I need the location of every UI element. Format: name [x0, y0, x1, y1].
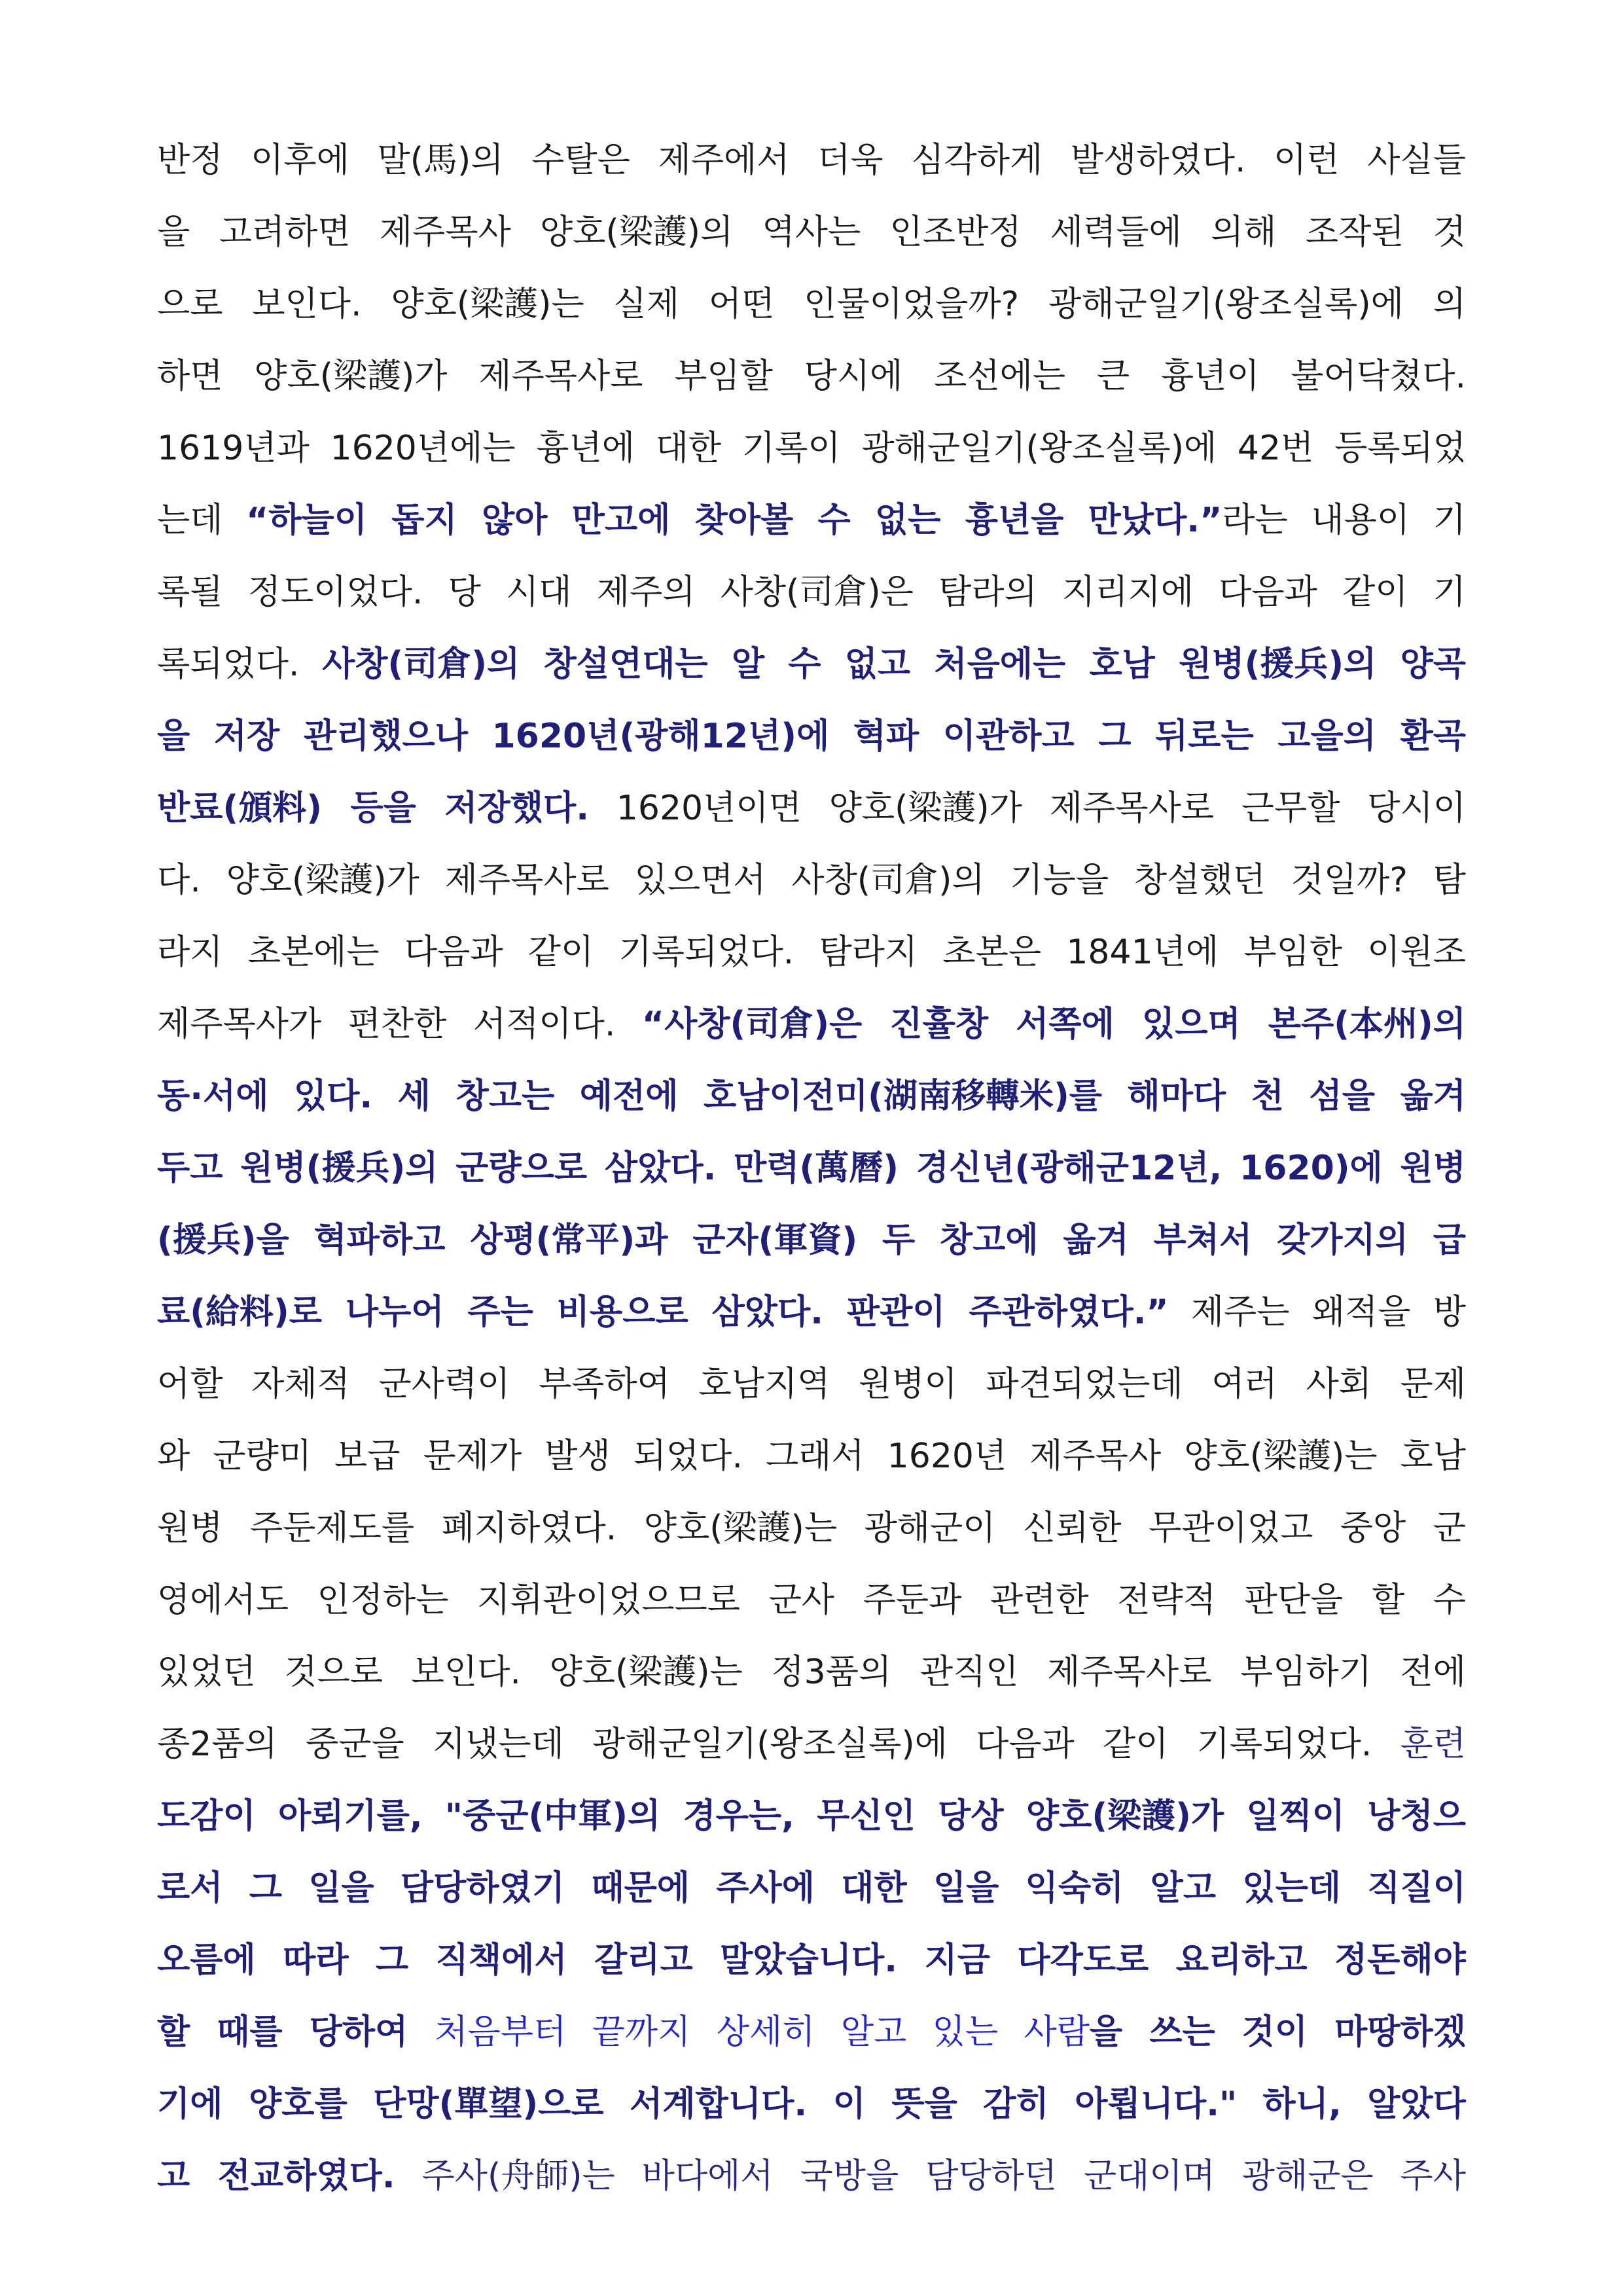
text-segment: 기에 양호를 단망(單望)으로 서계합니다. 이 뜻을 감히 아룁니다." 하니, 알았다 [157, 2085, 1466, 2124]
text-segment: 반료(頒料) 등을 저장했다. [157, 789, 589, 828]
text-line [157, 916, 1466, 988]
text-segment: 다. 양호(梁護)가 제주목사로 있으면서 사창(司倉)의 기능을 창설했던 것일까? 탐 [157, 861, 1466, 900]
text-segment: 료(給料)로 나누어 주는 비용으로 삼았다. 판관이 주관하였다.” [157, 1293, 1169, 1332]
text-line [157, 700, 1466, 772]
text-line [157, 1060, 1466, 1132]
text-line [157, 1852, 1466, 1924]
text-segment: 있었던 것으로 보인다. 양호(梁護)는 정3품의 관직인 제주목사로 부임하기 전에 [157, 1653, 1466, 1692]
text-line [157, 1420, 1466, 1492]
text-segment: 로서 그 일을 담당하였기 때문에 주사에 대한 일을 익숙히 알고 있는데 직질이 [157, 1869, 1466, 1908]
text-segment: “하늘이 돕지 않아 만고에 찾아볼 수 없는 흉년을 만났다.” [246, 501, 1222, 540]
text-line [157, 340, 1466, 412]
text-segment: 도감이 아뢰기를, "중군(中軍)의 경우는, 무신인 당상 양호(梁護)가 일찍이 낭청으 [157, 1797, 1466, 1836]
text-line [157, 1204, 1466, 1276]
text-segment: 어할 자체적 군사력이 부족하여 호남지역 원병이 파견되었는데 여러 사회 문제 [157, 1365, 1466, 1404]
text-segment: 훈련 [1400, 1725, 1466, 1764]
text-line [157, 1780, 1466, 1852]
text-segment: 주사(舟師)는 바다에서 국방을 담당하던 군대이며 광해군은 주사 [395, 2157, 1467, 2196]
text-line [157, 556, 1466, 628]
text-segment: 종2품의 중군을 지냈는데 광해군일기(왕조실록)에 다음과 같이 기록되었다. [157, 1725, 1400, 1764]
text-segment: 1620년이면 양호(梁護)가 제주목사로 근무할 당시이 [588, 789, 1466, 828]
text-line [157, 124, 1466, 196]
text-line [157, 412, 1466, 484]
text-line [157, 1636, 1466, 1708]
text-line [157, 772, 1466, 844]
text-segment: 동·서에 있다. 세 창고는 예전에 호남이전미(湖南移轉米)를 해마다 천 섬을 옮겨 [157, 1077, 1466, 1116]
text-line [157, 628, 1466, 700]
text-line [157, 1492, 1466, 1564]
text-segment: 을 저장 관리했으나 1620년(광해12년)에 혁파 이관하고 그 뒤로는 고을의 환곡 [157, 717, 1466, 756]
text-line [157, 844, 1466, 916]
text-segment: 라는 내용이 기 [1222, 501, 1467, 540]
text-line [157, 1924, 1466, 1996]
text-segment: 하면 양호(梁護)가 제주목사로 부임할 당시에 조선에는 큰 흉년이 불어닥쳤다. [157, 357, 1466, 396]
text-line [157, 1708, 1466, 1780]
text-line [157, 988, 1466, 1060]
text-line [157, 1564, 1466, 1636]
text-segment: 와 군량미 보급 문제가 발생 되었다. 그래서 1620년 제주목사 양호(梁護)는 호남 [157, 1437, 1466, 1476]
text-segment: 록될 정도이었다. 당 시대 제주의 사창(司倉)은 탐라의 지리지에 다음과 같이 기 [157, 573, 1466, 612]
text-segment: 제주목사가 편찬한 서적이다. [157, 1005, 642, 1044]
text-segment: 으로 보인다. 양호(梁護)는 실제 어떤 인물이었을까? 광해군일기(왕조실록)에 의 [157, 285, 1466, 324]
text-segment: 반정 이후에 말(馬)의 수탈은 제주에서 더욱 심각하게 발생하였다. 이런 사실들 [157, 141, 1466, 180]
text-segment: 을 쓰는 것이 마땅하겠 [1090, 2013, 1467, 2052]
text-line [157, 2068, 1466, 2140]
text-segment: 처음부터 끝까지 상세히 알고 있는 사람 [435, 2013, 1090, 2052]
text-segment: 고 전교하였다. [157, 2157, 395, 2196]
text-line [157, 196, 1466, 268]
text-line [157, 268, 1466, 340]
text-segment: 영에서도 인정하는 지휘관이었으므로 군사 주둔과 관련한 전략적 판단을 할 수 [157, 1581, 1466, 1620]
text-line [157, 1348, 1466, 1420]
text-line [157, 1132, 1466, 1204]
text-segment: 원병 주둔제도를 폐지하였다. 양호(梁護)는 광해군이 신뢰한 무관이었고 중앙 군 [157, 1509, 1466, 1548]
text-segment: 라지 초본에는 다음과 같이 기록되었다. 탐라지 초본은 1841년에 부임한 이원조 [157, 933, 1466, 972]
text-segment: “사창(司倉)은 진휼창 서쪽에 있으며 본주(本州)의 [641, 1005, 1466, 1044]
text-segment: 1619년과 1620년에는 흉년에 대한 기록이 광해군일기(왕조실록)에 42번 등록되었 [157, 429, 1466, 468]
text-line [157, 1276, 1466, 1348]
text-segment: 록되었다. [157, 645, 323, 684]
text-line [157, 2140, 1466, 2212]
text-segment: 할 때를 당하여 [157, 2013, 435, 2052]
text-segment: 을 고려하면 제주목사 양호(梁護)의 역사는 인조반정 세력들에 의해 조작된 것 [157, 213, 1466, 252]
text-line [157, 484, 1466, 556]
text-segment: 사창(司倉)의 창설연대는 알 수 없고 처음에는 호남 원병(援兵)의 양곡 [322, 645, 1466, 684]
text-segment: 오름에 따라 그 직책에서 갈리고 말았습니다. 지금 다각도로 요리하고 정돈해야 [157, 1941, 1466, 1980]
text-segment: 제주는 왜적을 방 [1168, 1293, 1466, 1332]
text-segment: 는데 [157, 501, 247, 540]
text-segment: (援兵)을 혁파하고 상평(常平)과 군자(軍資) 두 창고에 옮겨 부쳐서 갖가지의 급 [157, 1221, 1466, 1260]
text-segment: 두고 원병(援兵)의 군량으로 삼았다. 만력(萬曆) 경신년(광해군12년, 1620)에 원병 [157, 1149, 1466, 1188]
text-line [157, 1996, 1466, 2068]
